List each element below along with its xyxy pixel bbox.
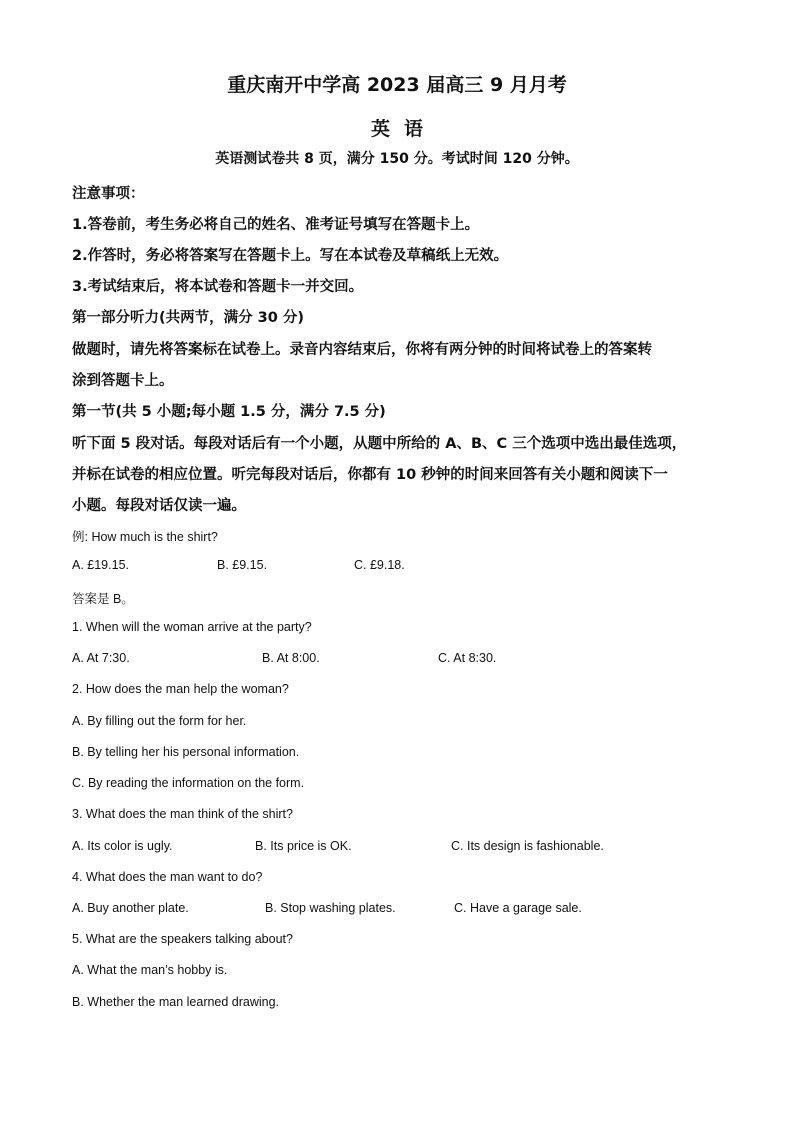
question-2-option-b: B. By telling her his personal information. xyxy=(72,745,300,759)
part1-heading: 第一部分听力(共两节，满分 30 分) xyxy=(72,310,305,326)
section1-heading: 第一节(共 5 小题;每小题 1.5 分，满分 7.5 分) xyxy=(72,404,386,420)
part1-instruction: 做题时，请先将答案标在试卷上。录音内容结束后，你将有两分钟的时间将试卷上的答案转 xyxy=(72,342,652,358)
question-4-option-b: B. Stop washing plates. xyxy=(265,901,396,915)
notice-heading: 注意事项： xyxy=(72,186,145,202)
exam-info: 英语测试卷共 8 页，满分 150 分。考试时间 120 分钟。 xyxy=(215,151,579,167)
question-1-option-b: B. At 8:00. xyxy=(262,651,320,665)
example-option-c: C. £9.18. xyxy=(354,558,405,572)
question-2-option-a: A. By filling out the form for her. xyxy=(72,714,247,728)
example-option-b: B. £9.15. xyxy=(217,558,268,572)
section1-instruction: 并标在试卷的相应位置。听完每段对话后，你都有 10 秒钟的时间来回答有关小题和阅读下一 xyxy=(72,467,668,483)
question-1: 1. When will the woman arrive at the party? xyxy=(72,620,312,634)
section1-instruction: 听下面 5 段对话。每段对话后有一个小题，从题中所给的 A、B、C 三个选项中选出最佳选项， xyxy=(72,436,687,452)
exam-title: 重庆南开中学高 2023 届高三 9 月月考 xyxy=(227,74,567,96)
question-1-option-a: A. At 7:30. xyxy=(72,651,130,665)
notice-item: 1.答卷前，考生务必将自己的姓名、准考证号填写在答题卡上。 xyxy=(72,217,480,233)
question-5-option-b: B. Whether the man learned drawing. xyxy=(72,995,280,1009)
example-question: 例: How much is the shirt? xyxy=(72,530,218,544)
question-5: 5. What are the speakers talking about? xyxy=(72,932,293,946)
question-4: 4. What does the man want to do? xyxy=(72,870,263,884)
notice-item: 2.作答时，务必将答案写在答题卡上。写在本试卷及草稿纸上无效。 xyxy=(72,248,509,264)
question-3-option-b: B. Its price is OK. xyxy=(255,839,352,853)
example-option-a: A. £19.15. xyxy=(72,558,129,572)
notice-item: 3.考试结束后，将本试卷和答题卡一并交回。 xyxy=(72,279,364,295)
question-2: 2. How does the man help the woman? xyxy=(72,682,289,696)
question-5-option-a: A. What the man’s hobby is. xyxy=(72,963,228,977)
question-1-option-c: C. At 8:30. xyxy=(438,651,497,665)
question-4-option-c: C. Have a garage sale. xyxy=(454,901,582,915)
question-4-option-a: A. Buy another plate. xyxy=(72,901,189,915)
section1-instruction: 小题。每段对话仅读一遍。 xyxy=(72,498,246,514)
subject-title: 英语 xyxy=(370,118,437,140)
example-answer: 答案是 B。 xyxy=(72,592,134,606)
question-3-option-c: C. Its design is fashionable. xyxy=(451,839,604,853)
part1-instruction: 涂到答题卡上。 xyxy=(72,373,174,389)
question-3: 3. What does the man think of the shirt? xyxy=(72,807,293,821)
question-2-option-c: C. By reading the information on the form. xyxy=(72,776,305,790)
question-3-option-a: A. Its color is ugly. xyxy=(72,839,173,853)
